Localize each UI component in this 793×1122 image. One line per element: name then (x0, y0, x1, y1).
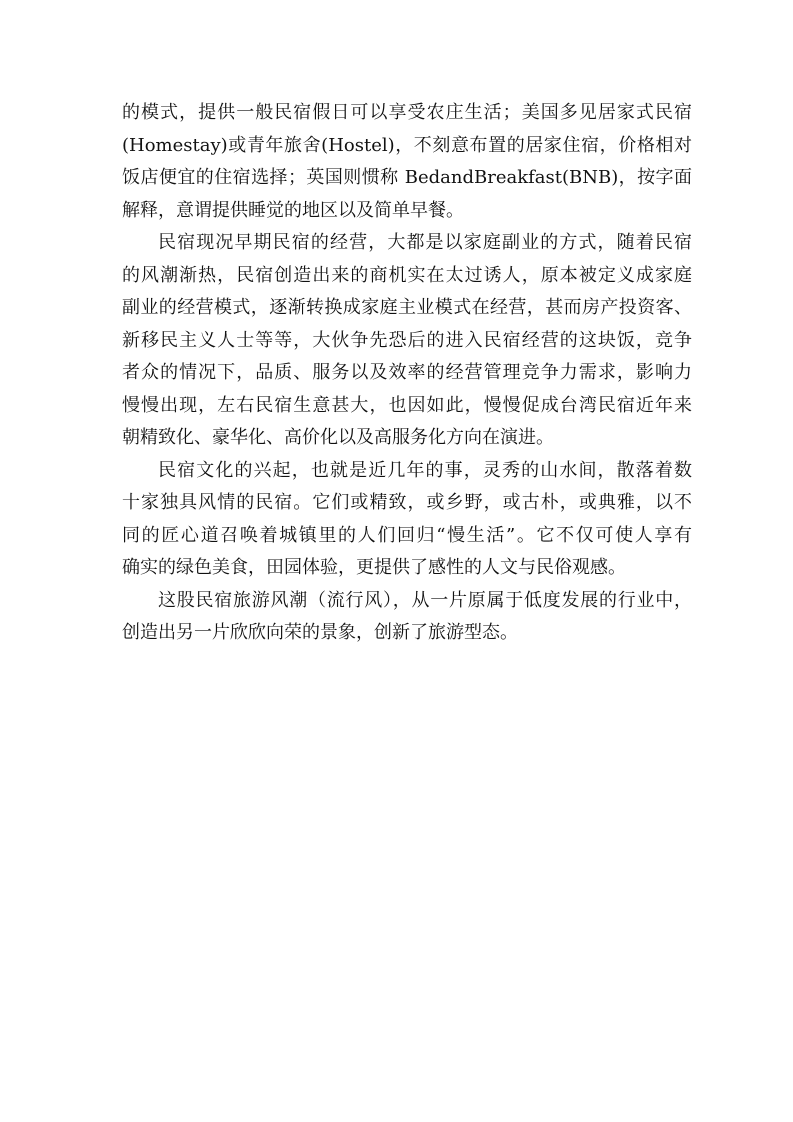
paragraph-1-line-1: 的模式，提供一般民宿假日可以享受农庄生活；美国多见居家式民宿 (122, 102, 692, 123)
paragraph-2-line-7: 朝精致化、豪华化、高价化以及高服务化方向在演进。 (122, 427, 554, 448)
document-body (122, 97, 692, 650)
paragraph-1-line-4: 解释，意谓提供睡觉的地区以及简单早餐。 (122, 199, 464, 221)
paragraph-2-line-2: 的风潮渐热，民宿创造出来的商机实在太过诱人，原本被定义成家庭 (122, 264, 692, 286)
paragraph-1-line-2: (Homestay)或青年旅舍(Hostel)，不刻意布置的居家住宿，价格相对 (122, 134, 692, 156)
paragraph-4-line-1: 这股民宿旅游风潮（流行风），从一片原属于低度发展的行业中， (158, 589, 692, 611)
paragraph-4-line-2: 创造出另一片欣欣向荣的景象，创新了旅游型态。 (122, 622, 518, 643)
paragraph-2-line-4: 新移民主义人士等等，大伙争先恐后的进入民宿经营的这块饭，竞争 (122, 329, 692, 351)
paragraph-2-line-6: 慢慢出现，左右民宿生意甚大，也因如此，慢慢促成台湾民宿近年来 (122, 394, 692, 416)
paragraph-2-line-5: 者众的情况下，品质、服务以及效率的经营管理竞争力需求，影响力 (122, 362, 692, 383)
paragraph-3-line-4: 确实的绿色美食，田园体验，更提供了感性的人文与民俗观感。 (122, 557, 626, 578)
paragraph-3-line-3: 同的匠心道召唤着城镇里的人们回归“慢生活”。它不仅可使人享有 (122, 524, 692, 546)
paragraph-3-line-2: 十家独具风情的民宿。它们或精致，或乡野，或古朴，或典雅，以不 (122, 492, 692, 513)
paragraph-3-line-1: 民宿文化的兴起，也就是近几年的事，灵秀的山水间，散落着数 (158, 459, 692, 481)
paragraph-1-line-3: 饭店便宜的住宿选择；英国则惯称 BedandBreakfast(BNB)，按字面 (122, 167, 692, 188)
paragraph-2-line-1: 民宿现况早期民宿的经营，大都是以家庭副业的方式，随着民宿 (158, 232, 692, 253)
paragraph-2-line-3: 副业的经营模式，逐渐转换成家庭主业模式在经营，甚而房产投资客、 (122, 297, 692, 318)
